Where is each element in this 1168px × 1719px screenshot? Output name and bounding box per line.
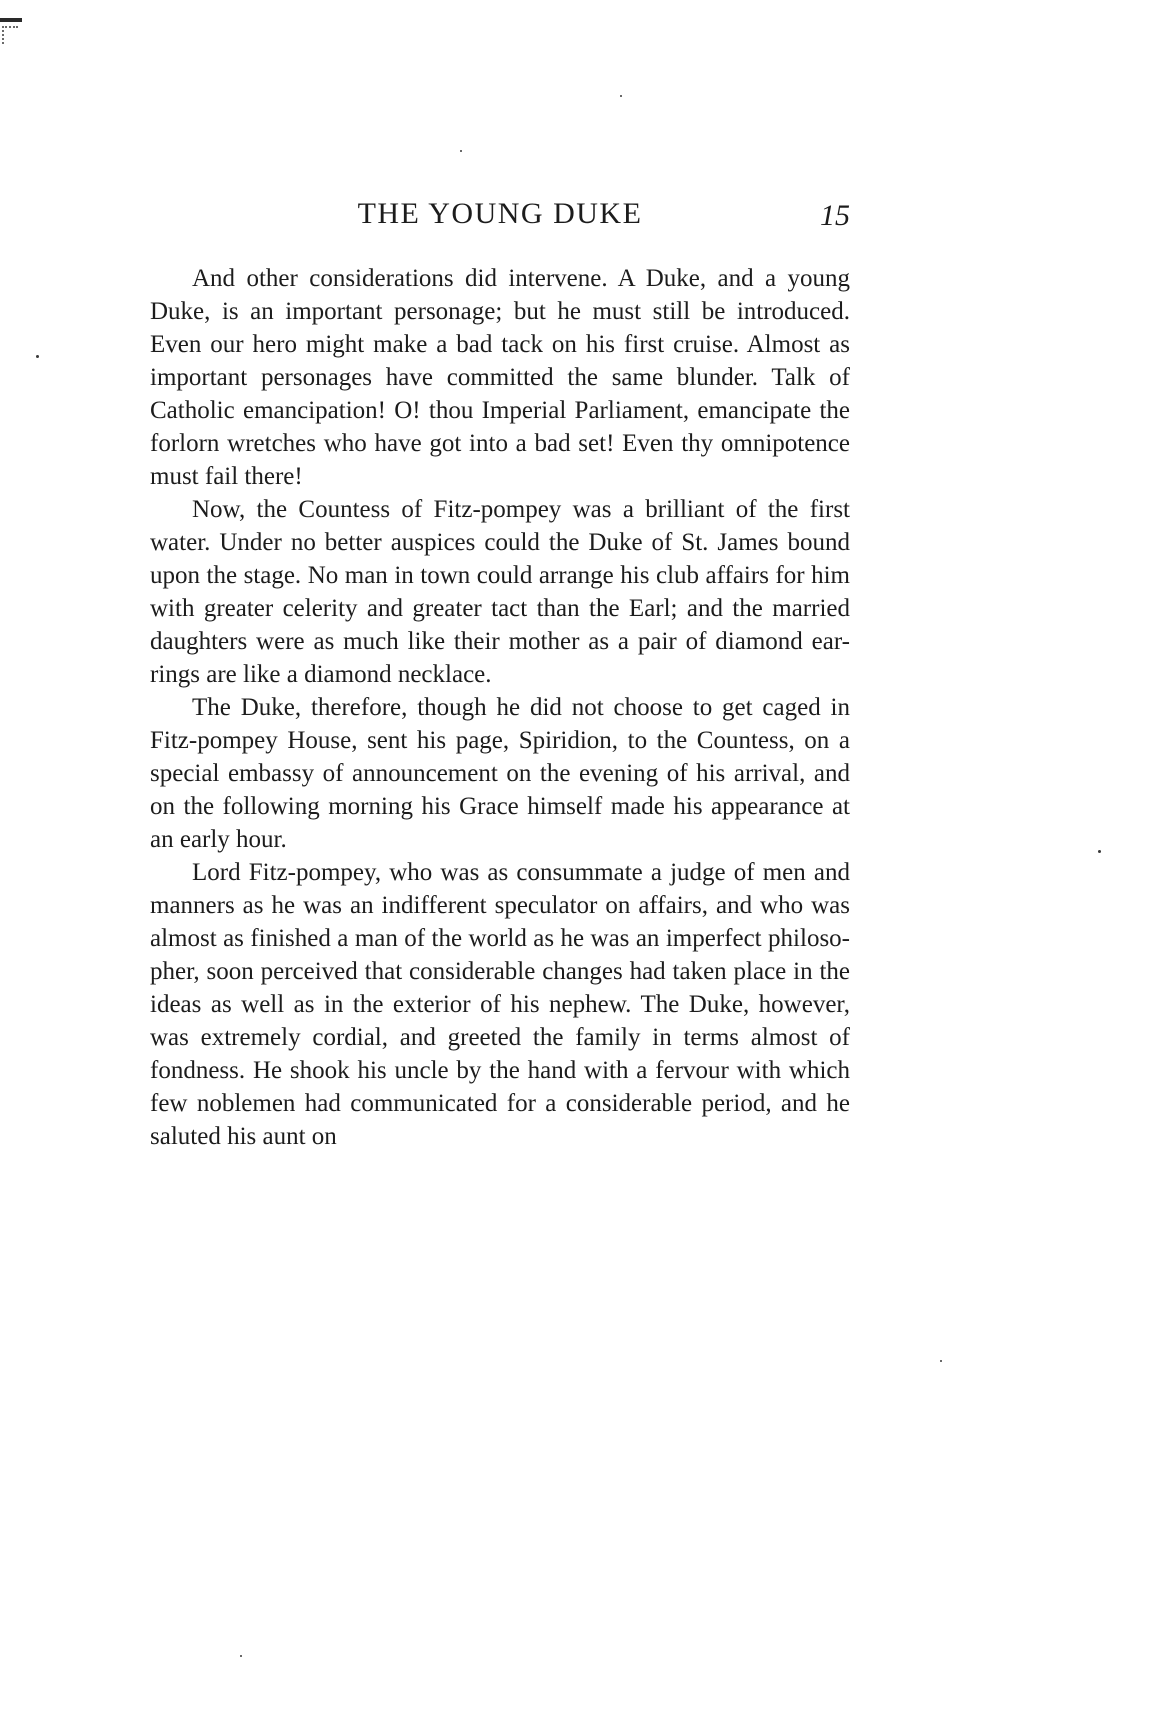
scan-speck [940, 1360, 942, 1362]
corner-scan-mark [0, 18, 22, 22]
paragraph-1: And other considerations did intervene. A Duke, and a young Duke, is an important personage; but he must still be introduced. Even our hero might make a bad tack on his first cruise. Almost as important personages have committed the same blunder. Talk of Catholic emancipation! O! thou Imperial Parliament, emancipate the forlorn wretches who have got into a bad set! Even thy omnipotence must fail there! [150, 265, 850, 490]
paragraph-4: Lord Fitz-pompey, who was as consummate a judge of men and manners as he was an indifferent speculator on affairs, and who was almost as finished a man of the world as he was an imperfect philosopher, soon perceived that considerable changes had taken place in the ideas as well as in the exterior of his nephew. The Duke, however, was extremely cordial, and greeted the family in terms almost of fondness. He shook his uncle by the hand with a fervour with which few noblemen had communicated for a considerable period, and he saluted his aunt on [150, 859, 850, 1150]
body-text [150, 262, 850, 1153]
scan-speck [36, 355, 39, 358]
scan-speck [1098, 850, 1101, 853]
running-head [150, 196, 850, 236]
scan-speck [240, 1655, 242, 1657]
running-title: THE YOUNG DUKE [357, 197, 643, 230]
scan-speck [460, 150, 462, 152]
corner-scan-artifact [2, 26, 18, 44]
paragraph-3: The Duke, therefore, though he did not choose to get caged in Fitz-pompey House, sent his page, Spiridion, to the Countess, on a special embassy of announcement on the evening of his arrival, and on the following morning his Grace himself made his appearance at an early hour. [150, 694, 850, 853]
scan-speck [620, 95, 622, 97]
page-number: 15 [820, 199, 850, 232]
paragraph-2: Now, the Countess of Fitz-pompey was a brilliant of the first water. Under no better auspices could the Duke of St. James bound upon the stage. No man in town could arrange his club affairs for him with greater celerity and greater tact than the Earl; and the married daughters were as much like their mother as a pair of diamond ear-rings are like a diamond necklace. [150, 496, 850, 688]
